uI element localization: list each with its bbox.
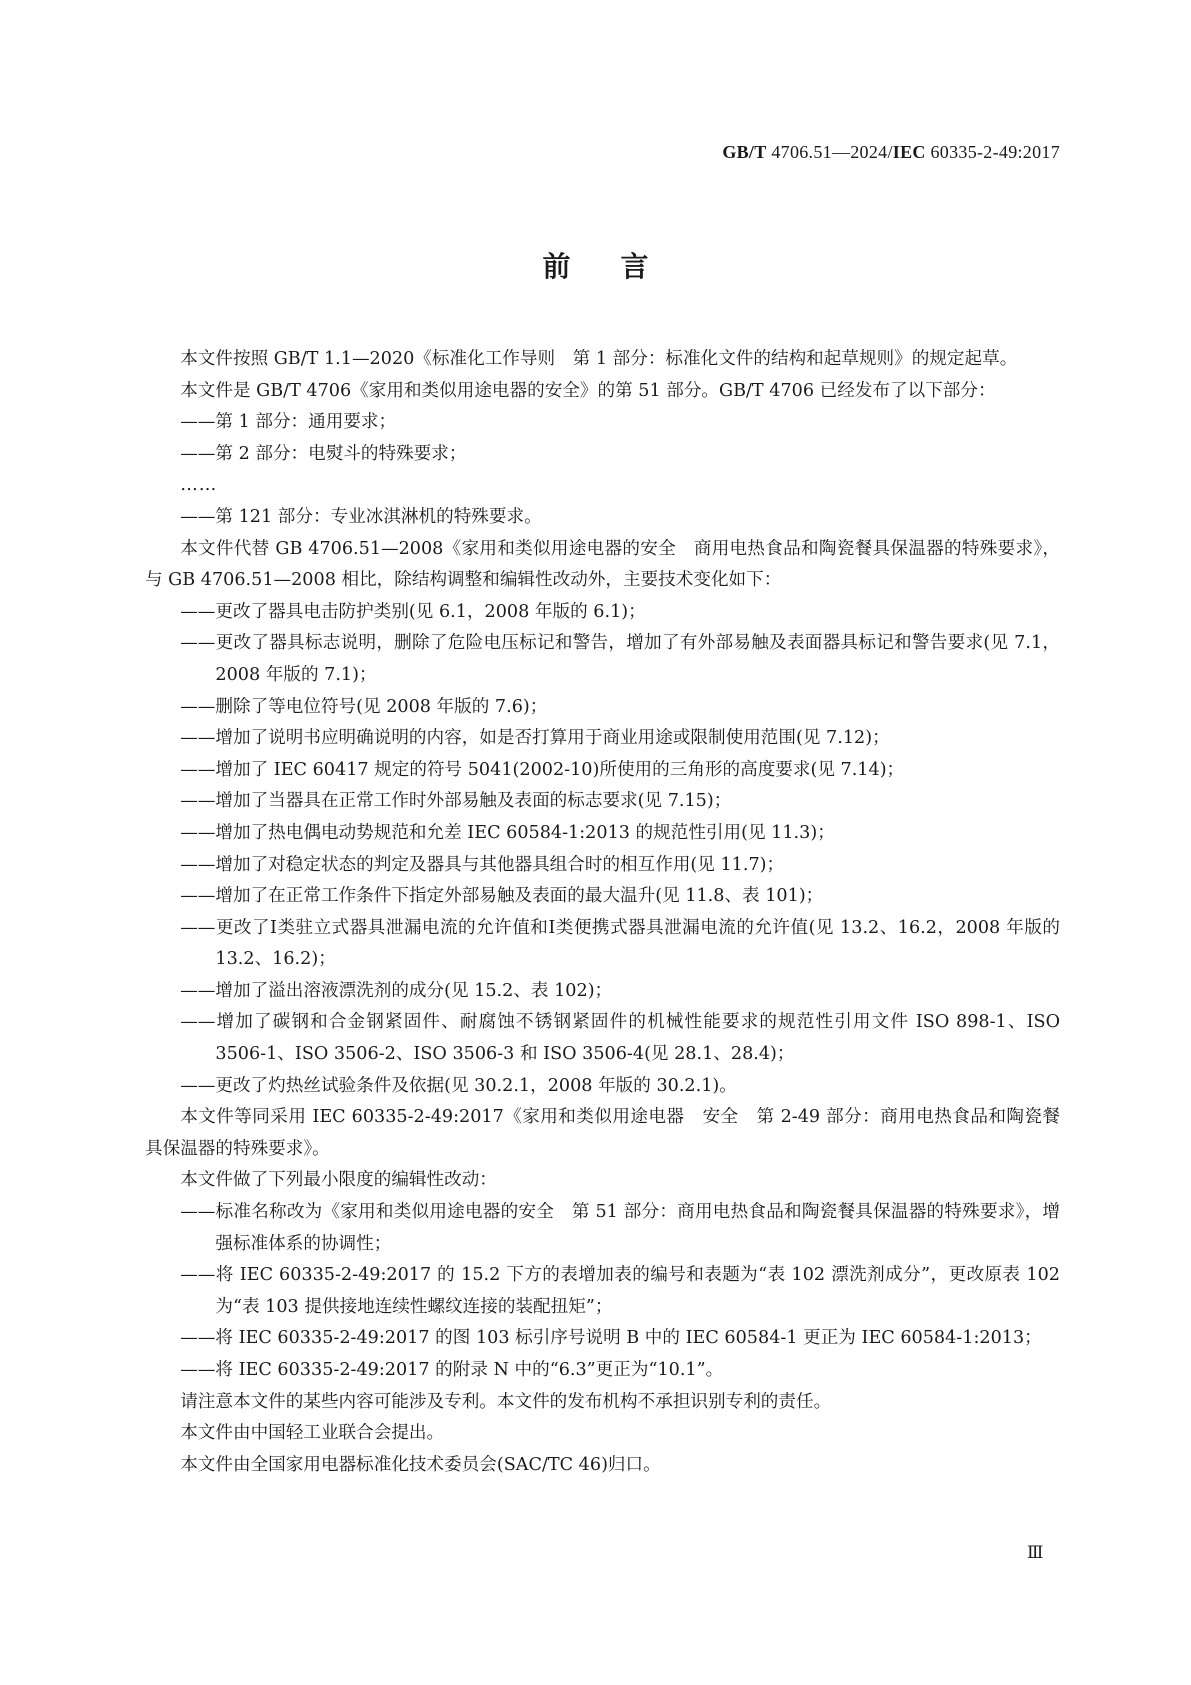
page-number: Ⅲ [1027,1543,1044,1562]
list-item: ——第 121 部分：专业冰淇淋机的特殊要求。 [180,506,542,527]
code-gbt: GB/T [722,142,767,162]
list-item: ——更改了器具电击防护类别(见 6.1，2008 年版的 6.1)； [180,601,646,622]
ellipsis: …… [180,475,218,496]
list-item: ——增加了当器具在正常工作时外部易触及表面的标志要求(见 7.15)； [180,791,732,812]
list-item: ——将 IEC 60335-2-49:2017 的 15.2 下方的表增加表的编号和表题为“表 102 漂洗剂成分”，更改原表 102 为“表 103 提供接地连续性螺纹连接的装配扭矩”； [180,1265,1060,1317]
list-item: ——标准名称改为《家用和类似用途电器的安全 第 51 部分：商用电热食品和陶瓷餐具保温器的特殊要求》，增强标准体系的协调性； [180,1202,1060,1254]
paragraph: 本文件由全国家用电器标准化技术委员会(SAC/TC 46)归口。 [180,1454,661,1475]
list-item: ——更改了器具标志说明，删除了危险电压标记和警告，增加了有外部易触及表面器具标记和警告要求(见 7.1，2008 年版的 7.1)； [180,633,1060,685]
paragraph: 本文件等同采用 IEC 60335-2-49:2017《家用和类似用途电器 安全 第 2-49 部分：商用电热食品和陶瓷餐具保温器的特殊要求》。 [145,1107,1060,1159]
paragraph: 本文件是 GB/T 4706《家用和类似用途电器的安全》的第 51 部分。GB/T 4706 已经发布了以下部分： [180,380,996,401]
list-item: ——更改了Ⅰ类驻立式器具泄漏电流的允许值和Ⅰ类便携式器具泄漏电流的允许值(见 13.2、16.2，2008 年版的 13.2、16.2)； [180,917,1060,970]
list-item: ——增加了热电偶电动势规范和允差 IEC 60584-1:2013 的规范性引用(见 11.3)； [180,822,835,843]
list-item: ——增加了在正常工作条件下指定外部易触及表面的最大温升(见 11.8、表 101)； [180,886,824,907]
list-item: ——增加了碳钢和合金钢紧固件、耐腐蚀不锈钢紧固件的机械性能要求的规范性引用文件 ISO 898-1、ISO 3506-1、ISO 3506-2、ISO 3506-3 和 ISO 3506-4(见 28.1、28.4)； [180,1012,1060,1065]
code-iec-number: 60335-2-49:2017 [930,142,1060,162]
code-iec: IEC [892,142,926,162]
paragraph: 本文件做了下列最小限度的编辑性改动： [180,1170,497,1191]
paragraph: 本文件按照 GB/T 1.1—2020《标准化工作导则 第 1 部分：标准化文件的结构和起草规则》的规定起草。 [180,349,1018,369]
list-item: ——更改了灼热丝试验条件及依据(见 30.2.1，2008 年版的 30.2.1)。 [180,1075,737,1096]
list-item: ——将 IEC 60335-2-49:2017 的图 103 标引序号说明 B 中的 IEC 60584-1 更正为 IEC 60584-1:2013； [180,1328,1042,1349]
standard-code-header [722,142,1060,163]
list-item: ——增加了对稳定状态的判定及器具与其他器具组合时的相互作用(见 11.7)； [180,854,785,875]
page-title: 前言 [542,250,699,283]
list-item: ——增加了 IEC 60417 规定的符号 5041(2002-10)所使用的三角形的高度要求(见 7.14)； [180,759,905,780]
list-item: ——增加了说明书应明确说明的内容，如是否打算用于商业用途或限制使用范围(见 7.12)； [180,728,890,749]
paragraph: 请注意本文件的某些内容可能涉及专利。本文件的发布机构不承担识别专利的责任。 [180,1391,832,1412]
list-item: ——删除了等电位符号(见 2008 年版的 7.6)； [180,696,548,717]
paragraph: 本文件由中国轻工业联合会提出。 [180,1423,445,1444]
list-item: ——增加了溢出溶液漂洗剂的成分(见 15.2、表 102)； [180,980,613,1001]
paragraph: 本文件代替 GB 4706.51—2008《家用和类似用途电器的安全 商用电热食品和陶瓷餐具保温器的特殊要求》，与 GB 4706.51—2008 相比，除结构调整和编辑性改动外，主要技术变化如下： [145,538,1060,591]
list-item: ——第 2 部分：电熨斗的特殊要求； [180,443,467,464]
code-number: 4706.51—2024/ [771,142,893,162]
foreword-body [145,344,1060,1481]
list-item: ——将 IEC 60335-2-49:2017 的附录 N 中的“6.3”更正为“10.1”。 [180,1360,724,1380]
list-item: ——第 1 部分：通用要求； [180,412,397,433]
